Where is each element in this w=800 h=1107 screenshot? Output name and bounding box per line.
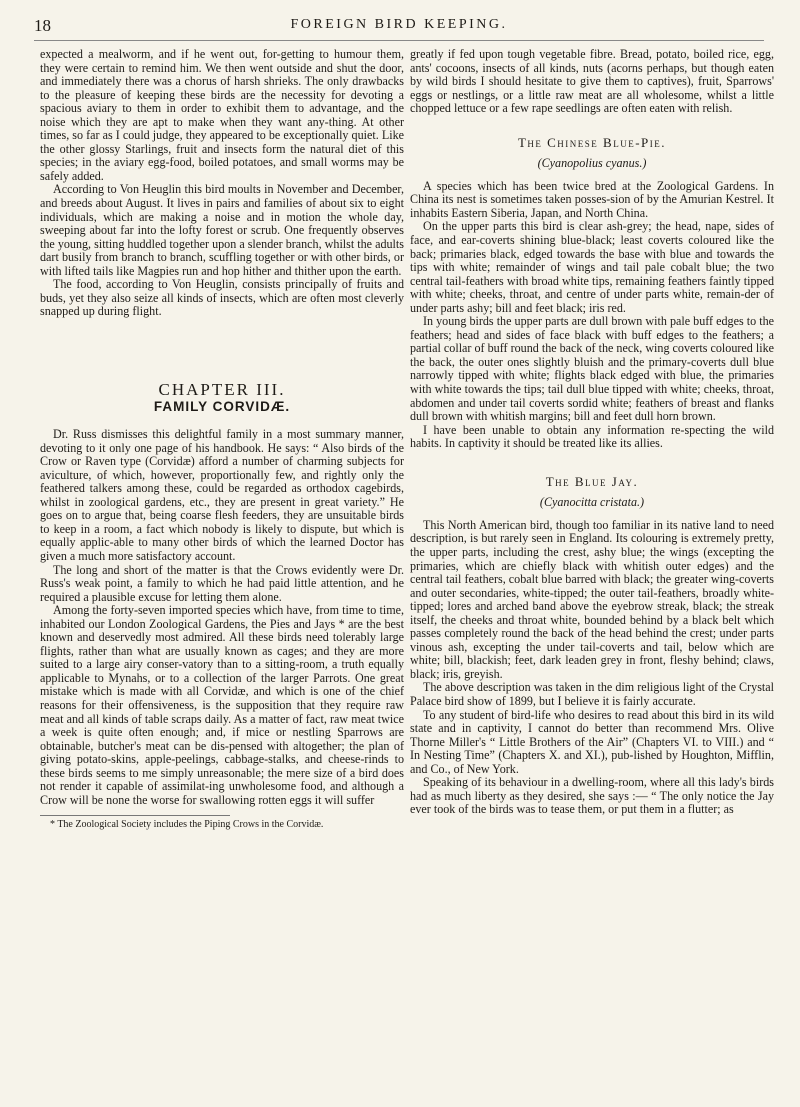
header-rule — [34, 40, 764, 41]
running-title: FOREIGN BIRD KEEPING. — [290, 17, 508, 32]
page-number: 18 — [34, 16, 51, 35]
family-heading: FAMILY CORVIDÆ. — [153, 399, 291, 415]
section-title-chinese-blue-pie: The Chinese Blue-Pie. — [517, 134, 667, 150]
paragraph: The long and short of the matter is that the Crows evidently were Dr. Russ's weak point, a family to which he had paid little attention, and he required a plausible excuse for letting them alone. — [40, 562, 404, 604]
footnote-rule — [40, 815, 230, 816]
paragraph: The food, according to Von Heuglin, consists principally of fruits and buds, yet they also seize all kinds of insects, which are often most cleverly snapped up during flight. — [40, 277, 404, 319]
paragraph: greatly if fed upon tough vegetable fibre. Bread, potato, boiled rice, egg, ants' cocoons, insects of all kinds, nuts (acorns perhaps, but though eaten by wild birds I should hesitate to give them to captives), fruit, Sparrows' eggs or nestlings, or a little raw meat are all wholesome, whilst a little chopped lettuce or a few rape seedlings are often eaten with relish. — [410, 47, 774, 116]
paragraph: Among the forty-seven imported species which have, from time to time, inhabited our London Zoological Gardens, the Pies and Jays * are the best known and deservedly most admired. All these birds need tolerably large flights, rather than what are usually known as cages; and they are more suited to a large airy conser-vatory than to a sitting-room, a truth equally applicable to Mynahs, or to a collection of the larger Parrots. One great mistake which is made with all Corvidæ, and which is one of the chief reasons for their offensiveness, is the supposition that they require raw meat and all kinds of table scraps daily. As a matter of fact, raw meat twice a week is quite often enough; and, if mice or nestling Sparrows are obtainable, butcher's meat can be dis-pensed with altogether; the plan of giving potato-skins, apple-peelings, cabbage-stalks, and cheese-rinds to these birds seems to me simply unreasonable; the mere size of a bird does not render it capable of assimilat-ing unwholesome food, and although a Crow will be none the worse for swallowing rotten eggs it will suffer — [40, 603, 404, 807]
paragraph: The above description was taken in the dim religious light of the Crystal Palace bird show of 1899, but I believe it is fairly accurate. — [410, 680, 774, 708]
left-column — [40, 48, 404, 831]
paragraph: expected a mealworm, and if he went out, for-getting to humour them, they were certain to remind him. We then went outside and shut the door, and immediately there was a chorus of harsh shrieks. The only drawbacks to the pleasure of keeping these birds are the necessity for devoting a spacious aviary to them in order to exhibit them to advantage, and the noise which they are apt to make when they want any-thing. At other times, so far as I could judge, they appeared to be exceptionally quiet. Like the other glossy Starlings, fruit and insects form the natural diet of this species; in the aviary egg-food, boiled potatoes, and small worms may be safely added. — [40, 47, 404, 183]
paragraph: Speaking of its behaviour in a dwelling-room, where all this lady's birds had as much liberty as they desired, she says :— “ The only notice the Jay ever took of the birds was to tease them, or put them in a flutter; as — [410, 775, 774, 817]
paragraph: A species which has been twice bred at the Zoological Gardens. In China its nest is sometimes taken posses-sion of by the Amurian Kestrel. It inhabits Eastern Siberia, Japan, and North China. — [410, 178, 774, 220]
paragraph: To any student of bird-life who desires to read about this bird in its wild state and in captivity, I cannot do better than recommend Mrs. Olive Thorne Miller's “ Little Brothers of the Air” (Chapters VI. to VIII.) and “ In Nesting Time” (Chapters X. and XI.), pub-lished by Houghton, Mifflin, and Co., of New York. — [410, 707, 774, 776]
paragraph: Dr. Russ dismisses this delightful family in a most summary manner, devoting to it only one page of his handbook. He says: “ Also birds of the Crow or Raven type (Corvidæ) afford a number of charming subjects for aviculture, of which, however, proportionally few, and rightly only the feathered talkers among these, could be regarded as orthodox cagebirds, whilst in zoological gardens, etc., they are present in great variety.” He goes on to argue that, being coarse flesh feeders, they are unsuitable birds to keep in a room, a fact which nobody is likely to dispute, but which is equally applic-able to many other birds of which the learned Doctor has given a much more satisfactory account. — [40, 427, 404, 563]
paragraph: In young birds the upper parts are dull brown with pale buff edges to the feathers; head and sides of face black with buff edges to the feathers; a partial collar of buff round the back of the neck, wing coverts coloured like the back, the outer ones slightly bluish and the primary-coverts dull blue narrowly tipped with white; flights black edged with blue, the primaries with white towards the tips; tail dull blue tipped with white; cheeks, throat, abdomen and under tail coverts sordid white; feathers of breast and flanks dull brown with whitish margins; bill and feet dull horn brown. — [410, 314, 774, 424]
scientific-name: (Cyanopolius cyanus.) — [537, 156, 647, 171]
paragraph: I have been unable to obtain any information re-specting the wild habits. In captivity it should be treated like its allies. — [410, 422, 774, 451]
page-header — [34, 12, 764, 38]
footnote: * The Zoological Society includes the Piping Crows in the Corvidæ. — [50, 819, 324, 831]
section-title-blue-jay: The Blue Jay. — [545, 473, 639, 489]
chapter-heading: CHAPTER III. — [158, 379, 286, 399]
right-column — [410, 48, 774, 817]
scientific-name: (Cyanocitta cristata.) — [539, 495, 645, 510]
paragraph: According to Von Heuglin this bird moults in November and December, and breeds about August. It lives in pairs and families of about six to eight individuals, which are making a noise and in motion the whole day, sweeping about far into the lofty forest or scrub. One frequently observes the young, sitting huddled together upon a slender branch, whilst the adults dart busily from branch to branch, scuffling together or with other birds, or with lifted tails like Magpies run and hop hither and thither upon the earth. — [40, 182, 404, 278]
paragraph: On the upper parts this bird is clear ash-grey; the head, nape, sides of face, and ear-coverts shining blue-black; least coverts coloured like the back; primaries black, edged towards the base with blue and towards the tips with white; remainder of wings and tail pale cobalt blue; the two central tail-feathers with broad white tips, remaining feathers faintly tipped with white; cheeks, throat, and centre of under parts white, remain-der of under parts ashy; bill and feet black; iris red. — [410, 219, 774, 315]
paragraph: This North American bird, though too familiar in its native land to need description, is but rarely seen in England. Its colouring is extremely pretty, the upper parts, including the crest, ashy blue; the wings (excepting the primaries, which are chiefly black with whitish outer edges) and the central tail feathers, cobalt blue barred with black; the greater wing-coverts and outer secondaries, white-tipped; the outer tail-feathers, broadly white-tipped; lores and arched band above the eyebrow streak, black; the streak itself, the cheeks and throat white, bounded behind by a black belt which passes completely round the back of the head behind the crest; under parts vinous ash, excepting the under tail-coverts and tail, below which are white; bill, blackish; feet, dark leaden grey in front, fleshy behind; claws, black; iris, greyish. — [410, 517, 774, 681]
